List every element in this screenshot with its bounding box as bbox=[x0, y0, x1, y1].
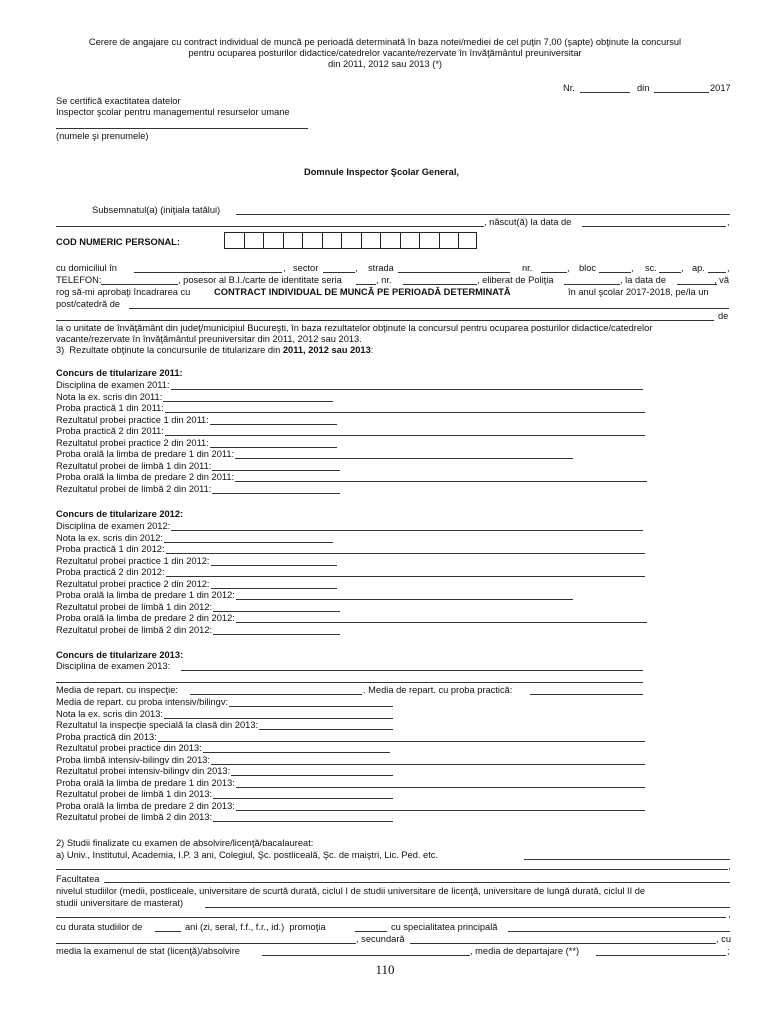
contest-2011-label: Proba orală la limba de predare 1 din 2011: bbox=[56, 449, 235, 459]
contest-2011-label: Rezultatul probei practice 2 din 2011: bbox=[56, 437, 209, 448]
discipline-2013-field-2[interactable] bbox=[56, 682, 643, 683]
de-label: de bbox=[718, 311, 729, 321]
contest-2012-field[interactable] bbox=[166, 553, 645, 554]
street-nr-field[interactable] bbox=[541, 272, 567, 273]
apartment-field[interactable] bbox=[708, 272, 726, 273]
study-level-field[interactable] bbox=[205, 907, 730, 908]
date-field[interactable] bbox=[654, 92, 709, 93]
media-end: ; bbox=[727, 946, 730, 956]
contest-2011-field[interactable] bbox=[163, 401, 333, 402]
street-nr-label: nr. bbox=[522, 263, 533, 273]
contest-2012-title: Concurs de titularizare 2012: bbox=[56, 509, 184, 519]
contest-2013-field[interactable] bbox=[213, 798, 393, 799]
nr-field[interactable] bbox=[580, 92, 630, 93]
contest-2013-title: Concurs de titularizare 2013: bbox=[56, 650, 184, 660]
contest-2011-label: Rezultatul probei de limbă 1 din 2011: bbox=[56, 460, 212, 471]
post-field-2[interactable] bbox=[56, 320, 714, 321]
contest-2011-label: Rezultatul probei practice 1 din 2011: bbox=[56, 414, 209, 425]
contest-2011-field[interactable] bbox=[165, 412, 645, 413]
issued-by-label: , eliberat de Poliţia bbox=[477, 275, 554, 285]
phone-field[interactable] bbox=[101, 284, 178, 285]
contest-2013-field[interactable] bbox=[158, 741, 645, 742]
contest-2012-label: Disciplina de examen 2012: bbox=[56, 521, 171, 531]
contest-2013-label: Proba limbă intensiv-bilingv din 2013: bbox=[56, 754, 211, 765]
contest-2012-field[interactable] bbox=[236, 599, 573, 600]
phone-line-end: , vă bbox=[714, 275, 729, 285]
contest-2012-label: Rezultatul probei de limbă 1 din 2012: bbox=[56, 601, 213, 612]
id-nr-label: , nr. bbox=[376, 275, 392, 285]
contest-2011-label: Nota la ex. scris din 2011: bbox=[56, 391, 163, 402]
results-intro: 3) Rezultate obţinute la concursurile de titularizare din 2011, 2012 sau 2013: bbox=[56, 345, 374, 355]
contest-2013-field[interactable] bbox=[259, 729, 393, 730]
contest-2013-field[interactable] bbox=[229, 706, 393, 707]
contest-2013-field[interactable] bbox=[211, 764, 645, 765]
din-label: din bbox=[637, 83, 650, 93]
contest-2011-field[interactable] bbox=[210, 424, 337, 425]
contest-2011-field[interactable] bbox=[235, 458, 573, 459]
phone-label: TELEFON: bbox=[56, 275, 102, 285]
contest-2013-label: Rezultatul probei practice din 2013: bbox=[56, 743, 202, 753]
inspection-avg-label: Media de repart. cu inspecţie: bbox=[56, 685, 178, 695]
street-label: strada bbox=[368, 263, 394, 273]
faculty-label: Facultatea bbox=[56, 874, 100, 884]
contest-2011-label: Rezultatul probei de limbă 2 din 2011: bbox=[56, 483, 212, 494]
contest-2011-field[interactable] bbox=[235, 481, 647, 482]
contest-2011-label: Disciplina de examen 2011: bbox=[56, 380, 170, 390]
birth-date-field[interactable] bbox=[582, 226, 726, 227]
contest-2013-label: Proba orală la limba de predare 2 din 2013: bbox=[56, 800, 235, 811]
contest-2012-field[interactable] bbox=[211, 588, 338, 589]
block-label: bloc bbox=[579, 263, 597, 273]
inspection-avg-field[interactable] bbox=[190, 694, 362, 695]
comma: , bbox=[727, 217, 730, 227]
secondary-specialty-field[interactable] bbox=[410, 943, 716, 944]
locality-field[interactable] bbox=[134, 272, 282, 273]
form-title-line-3: din 2011, 2012 sau 2013 (*) bbox=[327, 59, 443, 69]
studies-title: 2) Studii finalizate cu examen de absolvire/licenţă/bacalaureat: bbox=[56, 838, 314, 848]
unit-line-2: vacante/rezervate în învăţământul preuniversitar din 2011, 2012 sau 2013. bbox=[56, 334, 362, 344]
contest-2013-label: Rezultatul probei de limbă 1 din 2013: bbox=[56, 789, 213, 799]
undersigned-label: Subsemnatul(a) (iniţiala tatălui) bbox=[92, 205, 221, 215]
salutation: Domnule Inspector Şcolar General, bbox=[304, 167, 459, 177]
secondary-end: , cu bbox=[716, 934, 731, 944]
staircase-field[interactable] bbox=[659, 272, 681, 273]
inspector-name-field[interactable] bbox=[56, 128, 308, 129]
contest-2013-field[interactable] bbox=[164, 718, 393, 719]
contest-2012-label: Proba orală la limba de predare 1 din 2012: bbox=[56, 590, 235, 600]
year-label: 2017 bbox=[710, 83, 731, 93]
institution-field[interactable] bbox=[524, 859, 730, 860]
secondary-specialty-label: , secundară bbox=[356, 934, 405, 944]
contest-2013-label: Nota la ex. scris din 2013: bbox=[56, 708, 163, 719]
contest-2012-field[interactable] bbox=[166, 576, 645, 577]
contest-2012-label: Proba practică 1 din 2012: bbox=[56, 544, 165, 554]
id-series-field[interactable] bbox=[356, 284, 376, 285]
study-level-field-2[interactable] bbox=[56, 917, 726, 918]
sector-field[interactable] bbox=[323, 272, 355, 273]
form-title-line-1: Cerere de angajare cu contract individual de muncă pe perioadă determinată în baza notei/mediei de cel puţin 7,00 (şapte) obţinute la concursul bbox=[88, 37, 682, 47]
contest-2012-label: Proba practică 2 din 2012: bbox=[56, 567, 165, 577]
domicile-label: cu domiciliul în bbox=[56, 263, 117, 273]
study-form-label: ani (zi, seral, f.f., f.r., id.) promoţia bbox=[185, 922, 326, 932]
staircase-label: sc. bbox=[645, 263, 657, 273]
tiebreak-avg-label: , media de departajare (**) bbox=[470, 946, 580, 956]
contest-2011-field[interactable] bbox=[212, 493, 340, 494]
apartment-label: ap. bbox=[692, 263, 705, 273]
form-title-line-2: pentru ocuparea posturilor didactice/catedrelor vacante/rezervate în învăţământul preuniversitar bbox=[188, 48, 582, 58]
contest-2011-label: Proba orală la limba de predare 2 din 2011: bbox=[56, 472, 235, 482]
graduation-year-field[interactable] bbox=[355, 931, 387, 932]
post-field[interactable] bbox=[129, 308, 729, 309]
issued-by-field[interactable] bbox=[564, 284, 620, 285]
undersigned-name-field[interactable] bbox=[236, 214, 730, 215]
contest-2013-field[interactable] bbox=[236, 787, 645, 788]
main-specialty-field-2[interactable] bbox=[56, 943, 356, 944]
request-suffix: în anul şcolar 2017-2018, pe/la un bbox=[568, 287, 709, 297]
born-label: , născut(ă) la data de bbox=[484, 217, 572, 227]
contest-2012-label: Rezultatul probei practice 2 din 2012: bbox=[56, 578, 210, 589]
tiebreak-avg-field[interactable] bbox=[596, 955, 726, 956]
practical-avg-label: . Media de repart. cu proba practică: bbox=[363, 685, 513, 695]
contest-2011-label: Proba practică 2 din 2011: bbox=[56, 426, 164, 436]
undersigned-name-field-2[interactable] bbox=[56, 226, 484, 227]
institution-label: a) Univ., Institutul, Academia, I.P. 3 ani, Colegiul, Şc. postliceală, Şc. de maiştri, Lic. Ped. etc. bbox=[56, 850, 439, 860]
contest-2012-label: Rezultatul probei de limbă 2 din 2012: bbox=[56, 624, 213, 635]
contest-2011-label: Proba practică 1 din 2011: bbox=[56, 403, 164, 413]
sector-label: sector bbox=[293, 263, 319, 273]
cnp-label: COD NUMERIC PERSONAL: bbox=[56, 237, 180, 247]
contest-2013-field[interactable] bbox=[213, 821, 393, 822]
discipline-2013-field[interactable] bbox=[181, 670, 643, 671]
contest-2011-field[interactable] bbox=[171, 389, 643, 390]
study-level-label-2: studii universitare de masterat) bbox=[56, 898, 184, 908]
main-specialty-label: cu specialitatea principală bbox=[391, 922, 498, 932]
post-label: post/catedră de bbox=[56, 299, 121, 309]
id-number-field[interactable] bbox=[403, 284, 477, 285]
contest-2012-field[interactable] bbox=[236, 622, 647, 623]
study-level-label: nivelul studiilor (medii, postliceale, universitare de scurtă durată, ciclul I de studii universitare de licenţă, universitare de lungă durată, ciclul II de bbox=[56, 886, 646, 896]
final-exam-avg-field[interactable] bbox=[262, 955, 470, 956]
contest-2012-label: Rezultatul probei practice 1 din 2012: bbox=[56, 555, 210, 566]
main-specialty-field[interactable] bbox=[508, 931, 730, 932]
issue-date-field[interactable] bbox=[677, 284, 717, 285]
contest-2012-label: Proba orală la limba de predare 2 din 2012: bbox=[56, 613, 235, 623]
contest-2013-label: Rezultatul probei intensiv-bilingv din 2013: bbox=[56, 766, 231, 776]
request-prefix: rog să-mi aprobaţi încadrarea cu bbox=[56, 287, 191, 297]
application-form-page: Cerere de angajare cu contract individual de muncă pe perioadă determinată în baza notei/mediei de cel puţin 7,00 (şapte) obţinute la concursul pentru ocuparea posturilor didactice/catedrelor vacante/rezervate în învăţământul preuniversitar din 2011, 2012 sau 2013 (*) Nr. din 2017 Se certifică exactitatea datelor Inspector şcolar pentru managementul resurselor umane (numele şi prenumele) Domnule Inspector Şcolar General, Subsemnatul(a) (iniţiala tatălui) , născut(ă) la data de , COD NUMERIC PERSONAL: cu domiciliul în , sector , strada nr. , bloc , sc. , ap. , TELEFON: , posesor al B.I./carte de identitate seria , nr. , eliberat de Poliţia , la data de , vă rog să-mi aprobaţi încadrarea cu CONTRACT INDIVIDUAL DE MUNCĂ PE PERIOADĂ DETERMINATĂ în anul şcolar 2017-2018, pe/la un post/catedră de de la o unitate de învăţământ din judeţ/municipiul Bucureşti, în baza rezultatelor obţinute la concursul pentru ocuparea posturilor didactice/catedrelor vacante/rezervate în învăţământul preuniversitar din 2011, 2012 sau 2013. 3) Rezultate obţinute la concursurile de titularizare din 2011, 2012 sau 2013: Concurs de titularizare 2011: Disciplina de examen 2011: Nota la ex. scris din 2011: Proba practică 1 din 2011: Rezultatul probei practice 1 din 2011: Proba practică 2 din 2011: Rezultatul probei practice 2 din 2011: Proba orală la limba de predare 1 din 2011: Rezultatul probei de limbă 1 din 2011: Proba orală la limba de predare 2 din 2011: Rezultatul probei de limbă 2 din 2011: Concurs de titularizare 2012: Disciplina de examen 2012: Nota la ex. scris din 2012: Proba practică 1 din 2012: Rezultatul probei practice 1 din 2012: Proba practică 2 din 2012: Rezultatul probei practice 2 din 2012: Proba orală la limba de predare 1 din 2012: Rezultatul probei de limbă 1 din 2012: Proba orală la limba de predare 2 din 2012: Rezultatul probei de limbă 2 din 2012: Concurs de titularizare 2013: Disciplina de examen 2013: Media de repart. cu inspecţie: . Media de repart. cu proba practică: Media de repart. cu proba intensiv/bilingv: Nota la ex. scris din 2013: Rezultatul la inspecţie specială la clasă din 2013: Proba practică din 2013: Rezultatul probei practice din 2013: Proba limbă intensiv-bilingv din 2013: Rezultatul probei intensiv-bilingv din 2013: Proba orală la limba de predare 1 din 2013: Rezultatul probei de limbă 1 din 2013: Proba orală la limba de predare 2 din 2013: Rezultatul probei de limbă 2 din 2013: 2) Studii finalizate cu examen de absolvire/licenţă/bacalaureat: a) Univ., Institutul, Academia, I.P. 3 ani, Colegiul, Şc. postliceală, Şc. de maiştri, Lic. Ped. etc. , Facultatea nivelul studiilor (medii, postliceale, universitare de scurtă durată, ciclul I de studii universitare de licenţă, universitare de lungă durată, ciclul II de studii universitare de masterat) , cu durata studiilor de ani (zi, seral, f.f., f.r., id.) promoţia cu specialitatea principală , secundară , cu media la examenul de stat (licenţă)/absolvire , media de departajare (**) ; 110 bbox=[0, 0, 770, 1024]
discipline-2013-label: Disciplina de examen 2013: bbox=[56, 661, 171, 671]
contest-2013-label: Media de repart. cu proba intensiv/bilingv: bbox=[56, 697, 229, 707]
street-field[interactable] bbox=[398, 272, 510, 273]
page-number: 110 bbox=[375, 962, 395, 977]
contest-2013-field[interactable] bbox=[203, 752, 390, 753]
contest-2011-field[interactable] bbox=[210, 447, 337, 448]
issue-date-label: , la data de bbox=[620, 275, 667, 285]
id-card-label: , posesor al B.I./carte de identitate seria bbox=[178, 275, 342, 285]
cnp-input[interactable] bbox=[224, 232, 477, 249]
certification-line-2: Inspector şcolar pentru managementul resurselor umane bbox=[56, 107, 290, 117]
contest-2011-field[interactable] bbox=[165, 435, 645, 436]
contest-2012-field[interactable] bbox=[171, 530, 643, 531]
contest-2013-label: Rezultatul la inspecţie specială la clasă din 2013: bbox=[56, 720, 259, 730]
institution-field-2[interactable] bbox=[56, 869, 728, 870]
contest-2013-field[interactable] bbox=[236, 810, 645, 811]
contest-2012-field[interactable] bbox=[164, 542, 333, 543]
contest-2012-field[interactable] bbox=[211, 565, 338, 566]
contest-2013-label: Proba orală la limba de predare 1 din 2013: bbox=[56, 777, 235, 788]
unit-line-1: la o unitate de învăţământ din judeţ/municipiul Bucureşti, în baza rezultatelor obţinute la concursul pentru ocuparea posturilor didactice/catedrelor bbox=[56, 323, 653, 333]
contest-2012-label: Nota la ex. scris din 2012: bbox=[56, 532, 163, 543]
contest-2012-field[interactable] bbox=[213, 611, 340, 612]
faculty-field[interactable] bbox=[104, 882, 730, 883]
contest-2011-title: Concurs de titularizare 2011: bbox=[56, 368, 183, 378]
duration-label: cu durata studiilor de bbox=[56, 922, 143, 932]
contest-2012-field[interactable] bbox=[213, 634, 340, 635]
block-field[interactable] bbox=[599, 272, 631, 273]
nr-label: Nr. bbox=[563, 83, 575, 93]
contest-2013-label: Proba practică din 2013: bbox=[56, 731, 157, 742]
name-caption: (numele şi prenumele) bbox=[56, 131, 149, 141]
final-exam-avg-label: media la examenul de stat (licenţă)/absolvire bbox=[56, 946, 240, 956]
contest-2013-field[interactable] bbox=[231, 775, 393, 776]
duration-field[interactable] bbox=[155, 931, 181, 932]
contract-type: CONTRACT INDIVIDUAL DE MUNCĂ PE PERIOADĂ DETERMINATĂ bbox=[214, 287, 511, 297]
certification-line-1: Se certifică exactitatea datelor bbox=[56, 96, 181, 106]
practical-avg-field[interactable] bbox=[530, 694, 643, 695]
contest-2013-label: Rezultatul probei de limbă 2 din 2013: bbox=[56, 812, 213, 822]
contest-2011-field[interactable] bbox=[212, 470, 340, 471]
